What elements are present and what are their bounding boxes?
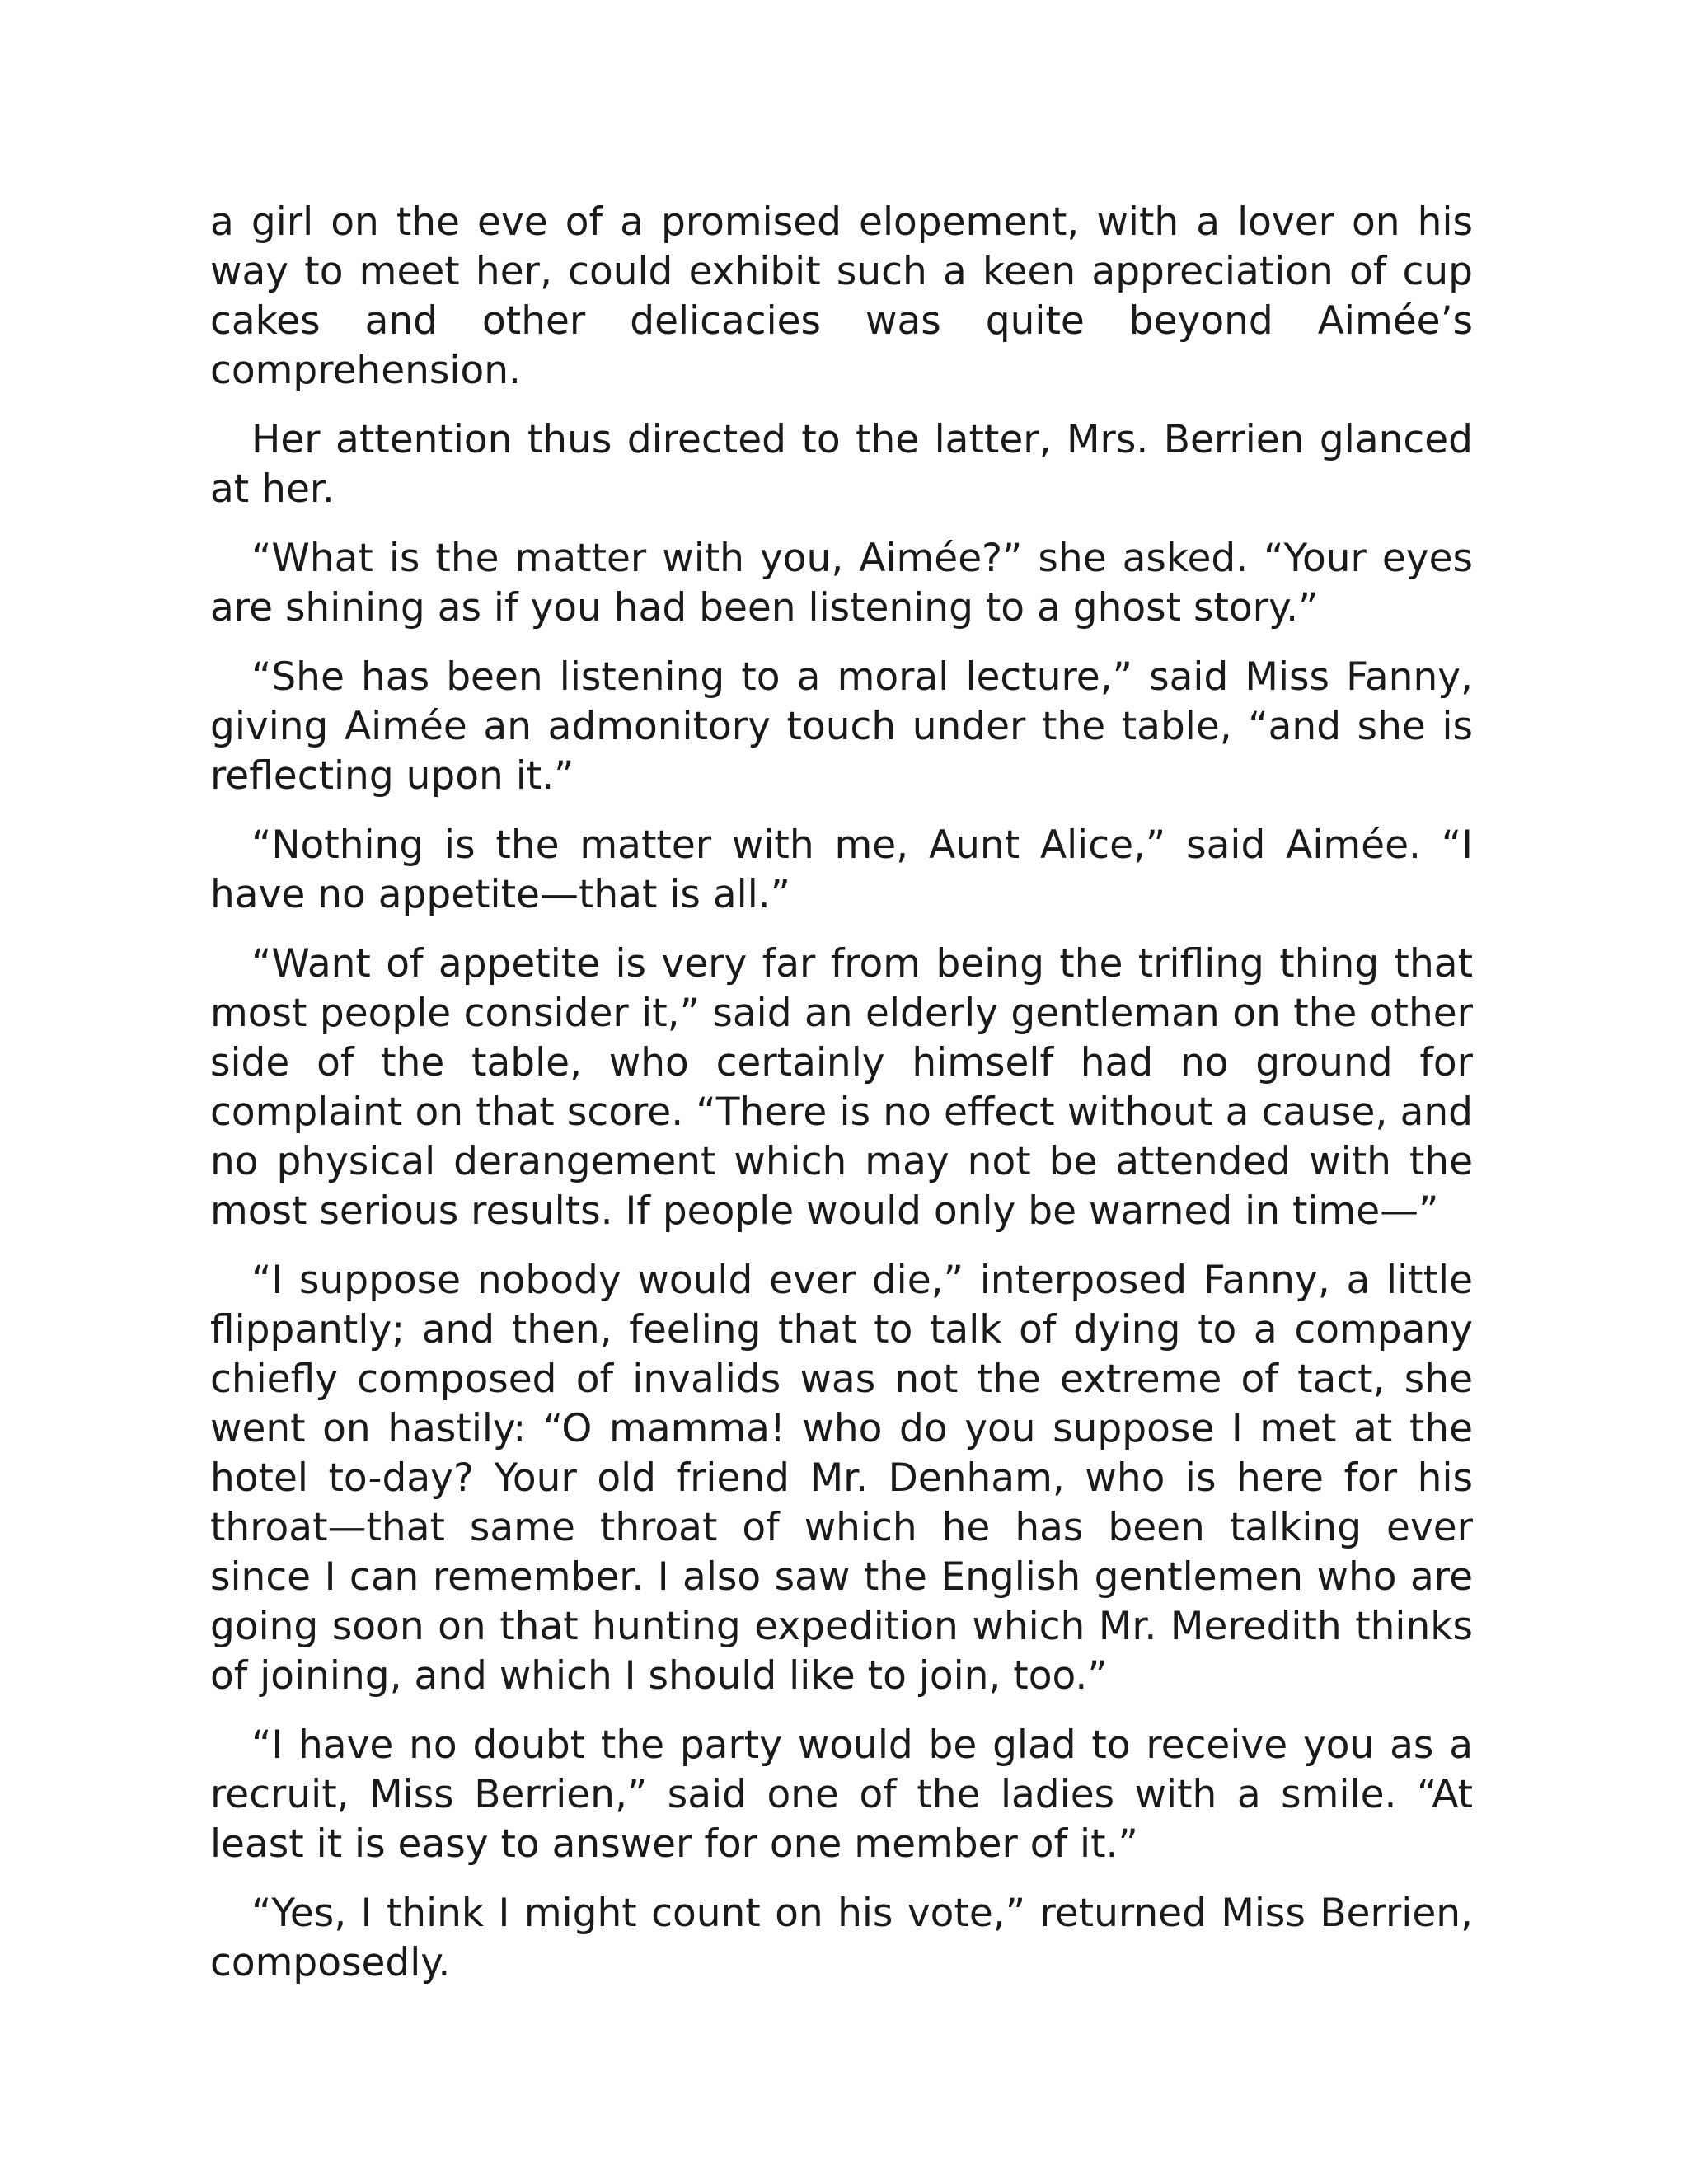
paragraph-1: a girl on the eve of a promised elopement, with a lover on his way to meet her, could exhibit such a keen appreciation of cup cakes and other delicacies was quite beyond Aimée’s comprehension. [210,199,1473,393]
paragraph-4: “She has been listening to a moral lecture,” said Miss Fanny, giving Aimée an admonitory touch under the table, “and she is reflecting upon it.” [210,654,1473,799]
paragraph-6: “Want of appetite is very far from being the trifling thing that most people consider it,” said an elderly gentleman on the other side of the table, who certainly himself had no ground for complaint on that score. “There is no effect without a cause, and no physical derangement which may not be attended with the most serious results. If people would only be warned in time—” [210,941,1473,1234]
paragraph-5: “Nothing is the matter with me, Aunt Alice,” said Aimée. “I have no appetite—that is all.” [210,823,1473,917]
paragraph-2: Her attention thus directed to the latter, Mrs. Berrien glanced at her. [210,417,1473,512]
paragraph-8: “I have no doubt the party would be glad to receive you as a recruit, Miss Berrien,” said one of the ladies with a smile. “At least it is easy to answer for one member of it.” [210,1722,1473,1867]
paragraph-3: “What is the matter with you, Aimée?” she asked. “Your eyes are shining as if you had been listening to a ghost story.” [210,536,1473,630]
page-body [210,198,1473,2008]
paragraph-9: “Yes, I think I might count on his vote,” returned Miss Berrien, composedly. [210,1891,1473,1985]
paragraph-7: “I suppose nobody would ever die,” interposed Fanny, a little flippantly; and then, feeling that to talk of dying to a company chiefly composed of invalids was not the extreme of tact, she went on hastily: “O mamma! who do you suppose I met at the hotel to-day? Your old friend Mr. Denham, who is here for his throat—that same throat of which he has been talking ever since I can remember. I also saw the English gentlemen who are going soon on that hunting expedition which Mr. Meredith thinks of joining, and which I should like to join, too.” [210,1258,1473,1699]
